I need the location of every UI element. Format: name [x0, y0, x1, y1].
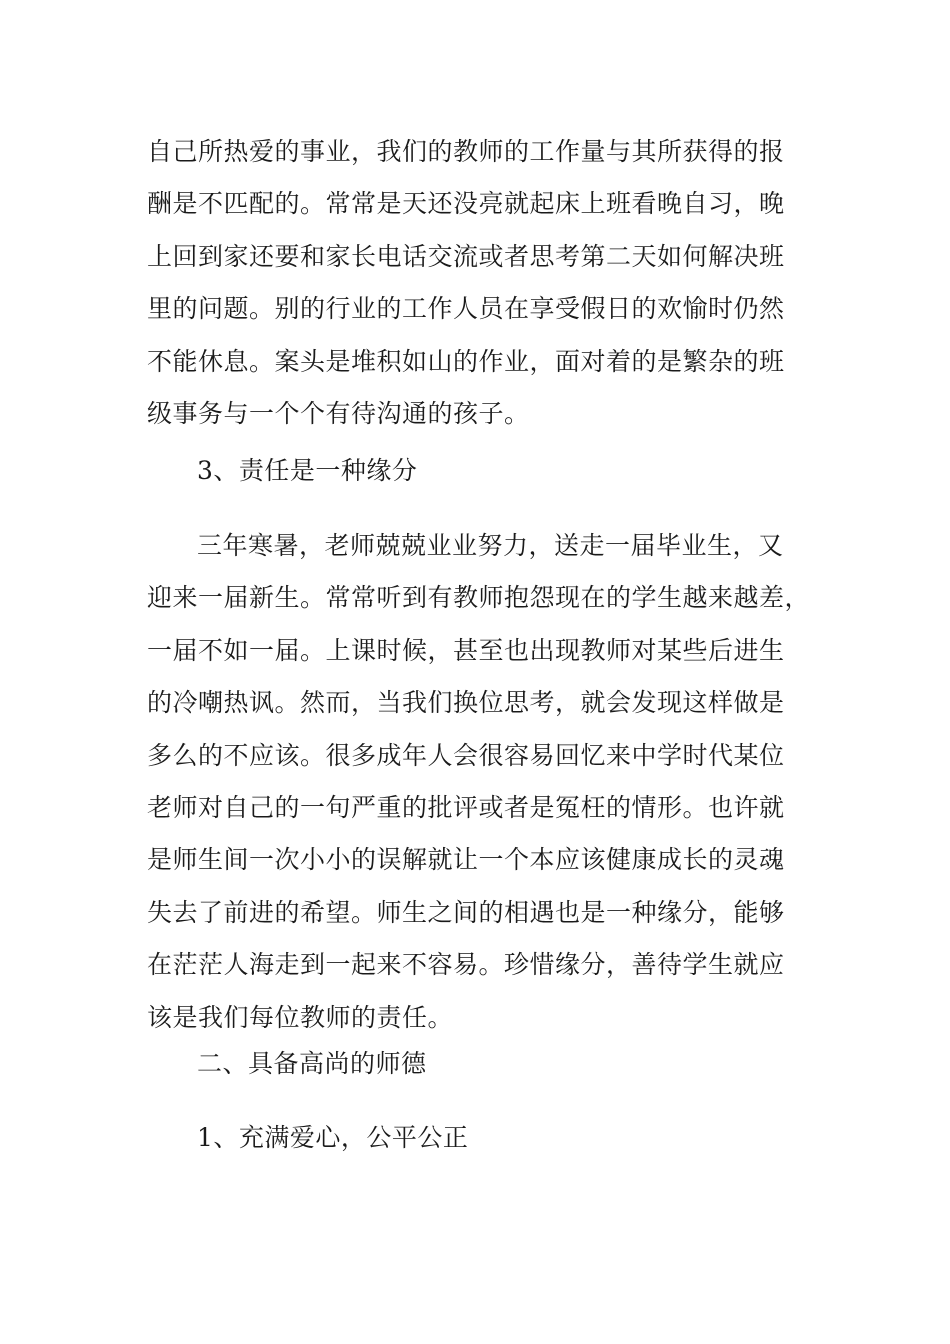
- paragraph-line: 老师对自己的一句严重的批评或者是冤枉的情形。也许就: [147, 792, 785, 822]
- paragraph-line: 的冷嘲热讽。然而，当我们换位思考，就会发现这样做是: [147, 688, 785, 718]
- paragraph-line: 不能休息。案头是堆积如山的作业，面对着的是繁杂的班: [147, 346, 785, 376]
- paragraph-line: 上回到家还要和家长电话交流或者思考第二天如何解决班: [147, 241, 785, 271]
- paragraph-line: 一届不如一届。上课时候，甚至也出现教师对某些后进生: [147, 635, 785, 665]
- section-heading: 二、具备高尚的师德: [197, 1049, 427, 1078]
- paragraph-line: 多么的不应该。很多成年人会很容易回忆来中学时代某位: [147, 740, 785, 770]
- paragraph-line: 酬是不匹配的。常常是天还没亮就起床上班看晚自习，晚: [147, 189, 785, 219]
- paragraph-line: 在茫茫人海走到一起来不容易。珍惜缘分，善待学生就应: [147, 950, 785, 980]
- heading-responsibility-fate: [147, 445, 803, 497]
- paragraph-line: 级事务与一个个有待沟通的孩子。: [147, 398, 530, 428]
- paragraph-line: 是师生间一次小小的误解就让一个本应该健康成长的灵魂: [147, 845, 785, 875]
- heading-noble-ethics: [147, 1038, 803, 1090]
- heading-love-fairness: [147, 1112, 803, 1164]
- paragraph-line: 迎来一届新生。常常听到有教师抱怨现在的学生越来越差，: [147, 583, 811, 613]
- paragraph-line: 里的问题。别的行业的工作人员在享受假日的欢愉时仍然: [147, 294, 785, 324]
- paragraph-workload: [147, 126, 803, 440]
- paragraph-line: 三年寒暑，老师兢兢业业努力，送走一届毕业生，又: [197, 531, 784, 560]
- paragraph-line: 该是我们每位教师的责任。: [147, 1002, 454, 1032]
- subheading: 1、充满爱心，公平公正: [197, 1123, 469, 1152]
- paragraph-line: 失去了前进的希望。师生之间的相遇也是一种缘分，能够: [147, 897, 785, 927]
- paragraph-line: 自己所热爱的事业，我们的教师的工作量与其所获得的报: [147, 137, 785, 166]
- subheading: 3、责任是一种缘分: [197, 456, 418, 485]
- paragraph-cherish-students: [147, 520, 811, 1044]
